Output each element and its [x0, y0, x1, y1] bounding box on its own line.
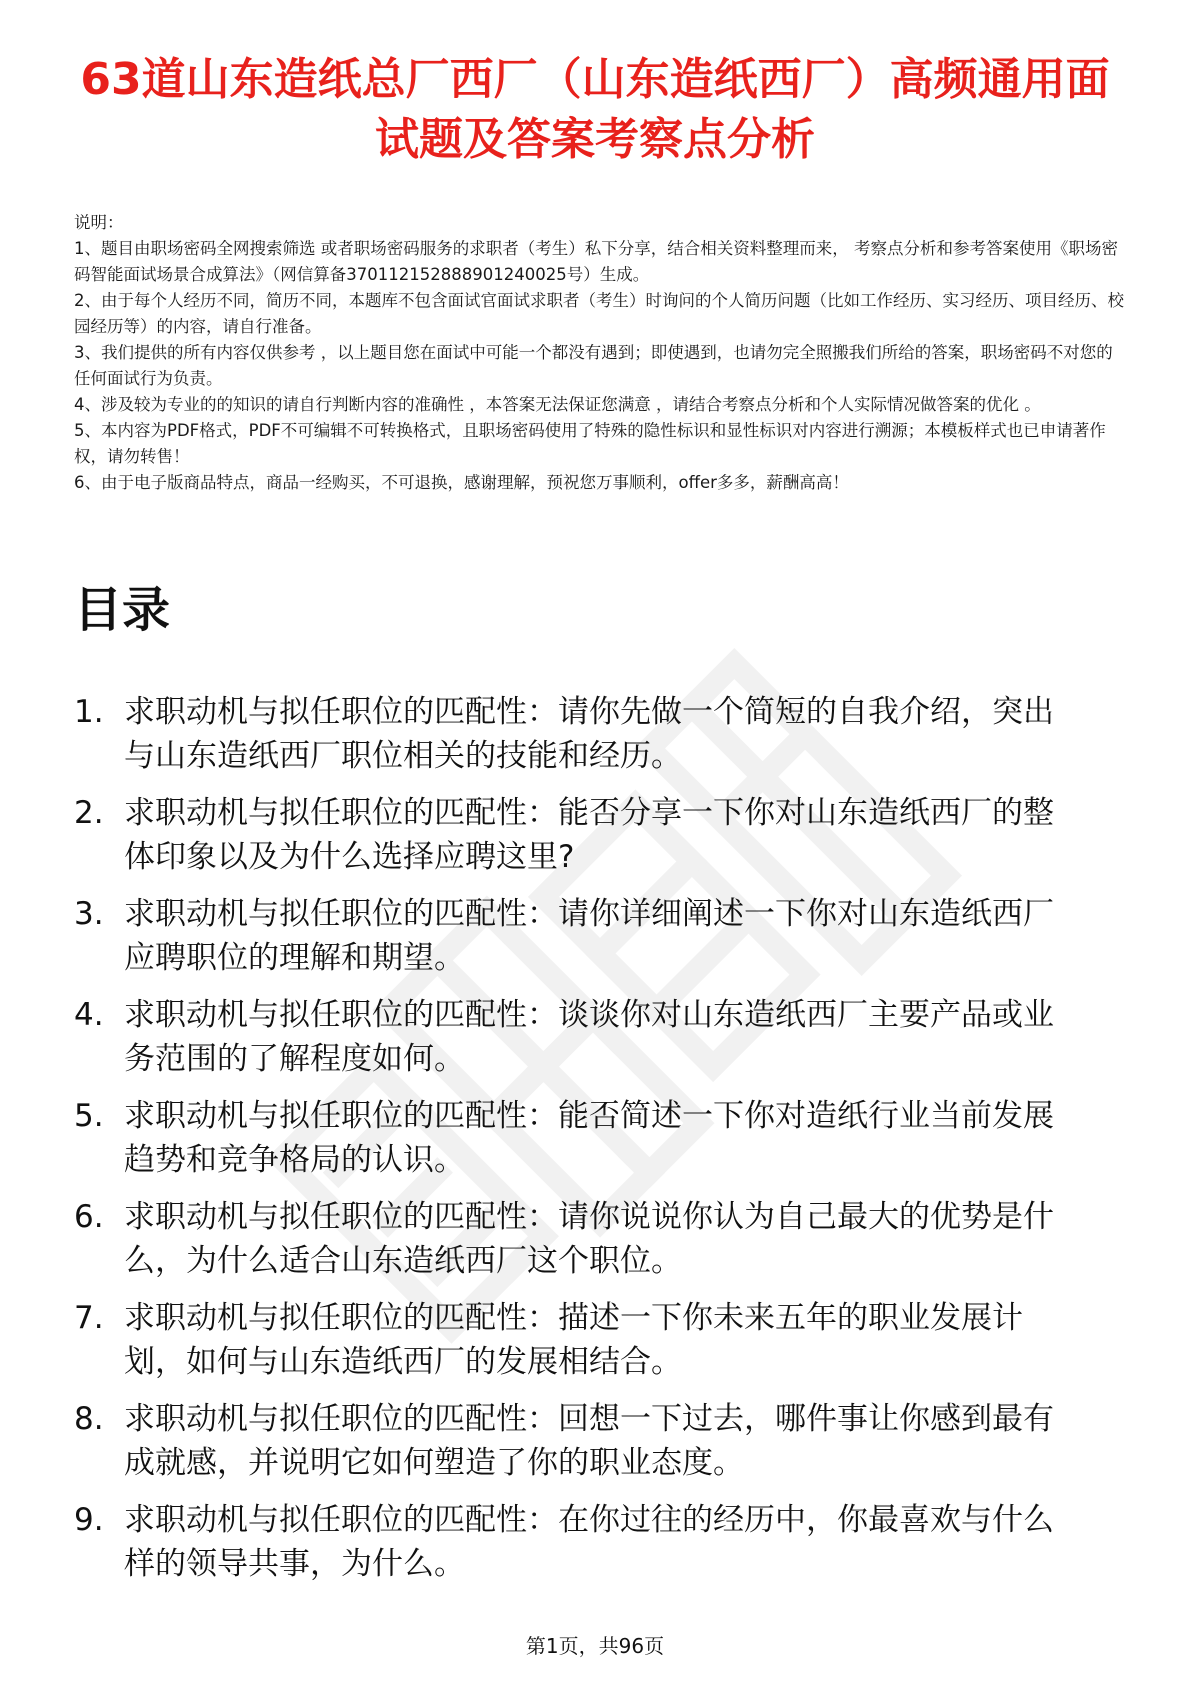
toc-item-number: 3.: [74, 896, 104, 932]
toc-heading: 目录: [74, 582, 171, 638]
note-item-3: 3、我们提供的所有内容仅供参考 ，以上题目您在面试中可能一个都没有遇到；即使遇到，也请勿完全照搬我们所给的答案，职场密码不对您的任何面试行为负责。: [74, 343, 1113, 388]
toc-item[interactable]: [74, 1296, 1124, 1384]
toc-item-text: 求职动机与拟任职位的匹配性：能否分享一下你对山东造纸西厂的整体印象以及为什么选择应聘这里?: [124, 795, 1054, 875]
page-number: 第1页，共96页: [525, 1634, 665, 1658]
notes-section: [74, 210, 1124, 496]
toc-item-text: 求职动机与拟任职位的匹配性：能否简述一下你对造纸行业当前发展趋势和竞争格局的认识。: [124, 1098, 1054, 1178]
toc-item-text: 求职动机与拟任职位的匹配性：回想一下过去，哪件事让你感到最有成就感，并说明它如何塑造了你的职业态度。: [124, 1401, 1054, 1481]
toc-item-text: 求职动机与拟任职位的匹配性：请你说说你认为自己最大的优势是什么，为什么适合山东造纸西厂这个职位。: [124, 1199, 1054, 1279]
toc-item-number: 5.: [74, 1098, 104, 1134]
toc-item[interactable]: [74, 791, 1124, 879]
note-item-6: 6、由于电子版商品特点，商品一经购买，不可退换，感谢理解，预祝您万事顺利，offer多多，薪酬高高！: [74, 473, 849, 492]
toc-item[interactable]: [74, 993, 1124, 1081]
toc-item-text: 求职动机与拟任职位的匹配性：请你详细阐述一下你对山东造纸西厂应聘职位的理解和期望。: [124, 896, 1054, 976]
toc-item-text: 求职动机与拟任职位的匹配性：谈谈你对山东造纸西厂主要产品或业务范围的了解程度如何。: [124, 997, 1054, 1077]
toc-item-number: 7.: [74, 1300, 104, 1336]
note-item-2: 2、由于每个人经历不同，简历不同，本题库不包含面试官面试求职者（考生）时询问的个人简历问题（比如工作经历、实习经历、项目经历、校园经历等）的内容，请自行准备。: [74, 291, 1124, 336]
toc-item-number: 9.: [74, 1502, 104, 1538]
toc-item-number: 2.: [74, 795, 104, 831]
toc-item-text: 求职动机与拟任职位的匹配性：在你过往的经历中，你最喜欢与什么样的领导共事，为什么。: [124, 1502, 1054, 1582]
document-title: 63道山东造纸总厂西厂（山东造纸西厂）高频通用面试题及答案考察点分析: [80, 54, 1110, 165]
note-item-5: 5、本内容为PDF格式，PDF不可编辑不可转换格式，且职场密码使用了特殊的隐性标识和显性标识对内容进行溯源；本模板样式也已申请著作权，请勿转售！: [74, 421, 1106, 466]
toc-item-text: 求职动机与拟任职位的匹配性：请你先做一个简短的自我介绍，突出与山东造纸西厂职位相关的技能和经历。: [124, 694, 1054, 774]
toc-item[interactable]: [74, 1094, 1124, 1182]
notes-heading: 说明：: [74, 213, 124, 232]
note-item-4: 4、涉及较为专业的的知识的请自行判断内容的准确性 ，本答案无法保证您满意 ，请结合考察点分析和个人实际情况做答案的优化 。: [74, 395, 1041, 414]
toc-item[interactable]: [74, 1397, 1124, 1485]
toc-item-number: 1.: [74, 694, 104, 730]
toc-list: [74, 690, 1124, 1599]
toc-item[interactable]: [74, 690, 1124, 778]
toc-item[interactable]: [74, 892, 1124, 980]
toc-item-number: 4.: [74, 997, 104, 1033]
toc-item[interactable]: [74, 1498, 1124, 1586]
toc-item-text: 求职动机与拟任职位的匹配性：描述一下你未来五年的职业发展计划，如何与山东造纸西厂的发展相结合。: [124, 1300, 1023, 1380]
toc-item-number: 8.: [74, 1401, 104, 1437]
toc-item[interactable]: [74, 1195, 1124, 1283]
note-item-1: 1、题目由职场密码全网搜索筛选 或者职场密码服务的求职者（考生）私下分享，结合相关资料整理而来， 考察点分析和参考答案使用《职场密码智能面试场景合成算法》（网信算备370112152888901240025号）生成。: [74, 239, 1118, 284]
toc-item-number: 6.: [74, 1199, 104, 1235]
